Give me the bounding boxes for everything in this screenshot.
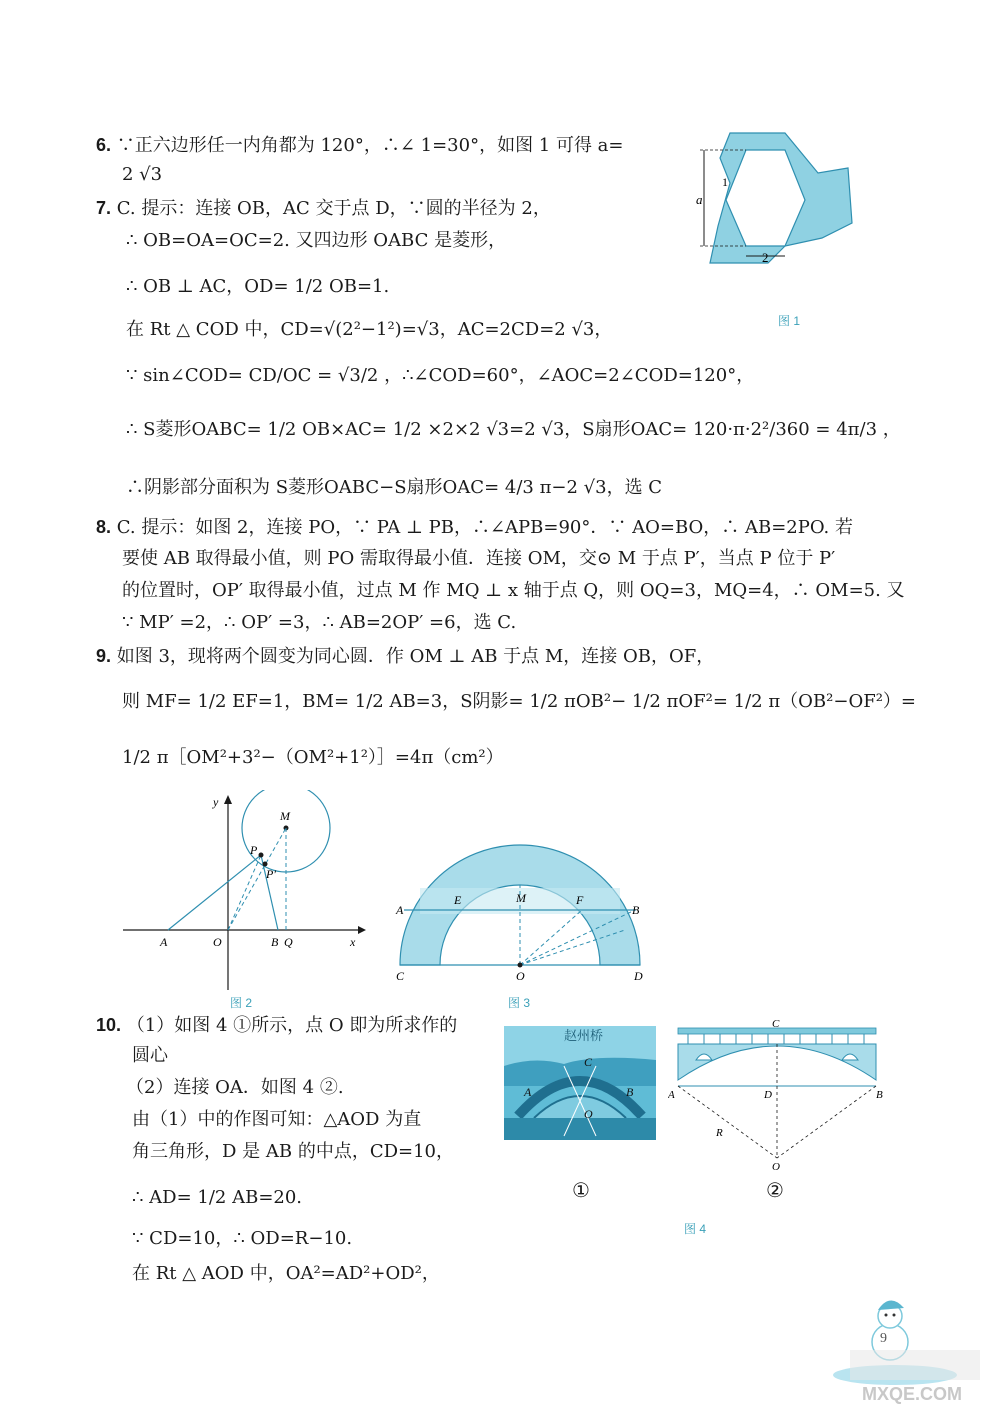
q10-line1 [96,1013,457,1038]
q6-text1: ∵正六边形任一内角都为 120°，∴∠ 1=30°，如图 1 可得 a= [116,135,624,156]
fig4-photo-title: 赵州桥 [564,1028,604,1043]
q8-line4: ∵ MP′ =2，∴ OP′ =3，∴ AB=2OP′ =6，选 C. [122,612,517,633]
q6-line1 [96,133,624,158]
q8-line3: 的位置时，OP′ 取得最小值，过点 M 作 MQ ⊥ x 轴于点 Q，则 OQ=3，MQ=4，∴ OM=5. 又 [122,580,905,601]
q7-line3: ∴ OB ⊥ AC，OD= 1/2 OB=1. [126,276,390,297]
fig2-label-P: P [250,843,258,857]
fig1-a-label: a [696,192,703,207]
q9-line1 [96,644,714,669]
fig3-label-F: F [576,893,584,907]
fig2-label-A: A [160,935,168,949]
fig2-label-y: y [213,795,219,809]
page-number: 9 [880,1331,887,1346]
fig4-photo-A: A [524,1085,532,1099]
fig1-two-label: 2 [762,250,769,265]
q8-line2: 要使 AB 取得最小值，则 PO 需取得最小值．连接 OM，交⊙ M 于点 P′，当点 P 位于 P′ [122,548,836,569]
figure-1-caption: 图 1 [778,314,801,328]
figure-1 [690,128,860,306]
figure-2-caption: 图 2 [230,996,253,1010]
q10-number: 10. [96,1015,122,1035]
figure-4-caption: 图 4 [684,1222,707,1236]
q6-number: 6. [96,135,112,155]
fig4-photo-O: O [584,1107,593,1121]
fig3-label-C: C [396,969,405,983]
q10-line3: （2）连接 OA．如图 4 ②. [126,1077,344,1098]
fig3-label-B: B [632,903,640,917]
q7-text1: C. 提示：连接 OB，AC 交于点 D，∵圆的半径为 2， [116,198,551,219]
q8-text1: C. 提示：如图 2，连接 PO，∵ PA ⊥ PB，∴∠APB=90°．∵ AO=BO，∴ AB=2PO. 若 [116,517,853,538]
fig3-label-O: O [516,969,525,983]
fig4-diagram-D: D [764,1089,772,1101]
q9-text1: 如图 3，现将两个圆变为同心圆．作 OM ⊥ AB 于点 M，连接 OB，OF， [116,646,715,667]
q9-number: 9. [96,646,112,666]
q9-line2: 则 MF= 1/2 EF=1，BM= 1/2 AB=3，S阴影= 1/2 πOB²− 1/2 πOF²= 1/2 π（OB²−OF²）= [122,691,917,712]
fig4-diagram-C: C [772,1018,780,1030]
fig2-label-Q: Q [284,935,293,949]
figure-3 [392,838,650,986]
q10-line5: 角三角形，D 是 AB 的中点，CD=10， [132,1141,455,1162]
q7-line4: 在 Rt △ COD 中，CD=√(2²−1²)=√3，AC=2CD=2 √3， [126,319,613,340]
q9-line3: 1/2 π［OM²+3²−（OM²+1²）］=4π（cm²） [122,747,504,768]
q7-line1 [96,196,551,221]
watermark: MXQE.COM [862,1384,963,1404]
fig4-diagram-A: A [668,1089,675,1101]
fig4-diagram-O: O [772,1161,780,1173]
figure-4-diagram [668,1018,888,1178]
fig3-label-E: E [454,893,462,907]
fig2-label-M: M [280,809,290,823]
q10-line7: ∵ CD=10，∴ OD=R−10. [132,1228,353,1249]
q7-line5: ∵ sin∠COD= CD/OC = √3/2 ，∴∠COD=60°，∠AOC=2∠COD=120°， [126,365,755,386]
fig3-label-D: D [634,969,643,983]
q7-line2: ∴ OB=OA=OC=2. 又四边形 OABC 是菱形， [126,230,507,251]
fig2-label-B: B [271,935,279,949]
q10-line6: ∴ AD= 1/2 AB=20. [132,1187,303,1208]
q7-line6: ∴ S菱形OABC= 1/2 OB×AC= 1/2 ×2×2 √3=2 √3，S扇形OAC= 120·π·2²/360 = 4π/3 ， [126,419,901,440]
fig4-photo-B: B [626,1085,634,1099]
fig2-label-O: O [213,935,222,949]
q10-text1: （1）如图 4 ①所示，点 O 即为所求作的 [126,1015,458,1036]
figure-2 [118,790,368,1000]
fig2-label-Pp: P′ [266,867,276,881]
q8-number: 8. [96,517,112,537]
q6-line2: 2 √3 [122,164,163,185]
q10-line8: 在 Rt △ AOD 中，OA²=AD²+OD²， [132,1263,440,1284]
q10-line2: 圆心 [132,1045,168,1066]
q8-line1 [96,515,853,540]
fig4-diagram-B: B [876,1089,883,1101]
fig3-label-M: M [516,891,526,905]
fig1-angle-label: 1 [722,175,728,189]
q7-line7: ∴阴影部分面积为 S菱形OABC−S扇形OAC= 4/3 π−2 √3，选 C [126,477,663,498]
q7-number: 7. [96,198,112,218]
figure-4-photo [504,1026,656,1140]
fig3-label-A: A [396,903,404,917]
figure-3-caption: 图 3 [508,996,531,1010]
fig2-label-x: x [350,935,356,949]
figure-4-sub2: ② [766,1178,784,1202]
fig4-diagram-R: R [716,1127,723,1139]
q10-line4: 由（1）中的作图可知：△AOD 为直 [132,1109,422,1130]
figure-4-sub1: ① [572,1178,590,1202]
fig4-photo-C: C [584,1055,593,1069]
